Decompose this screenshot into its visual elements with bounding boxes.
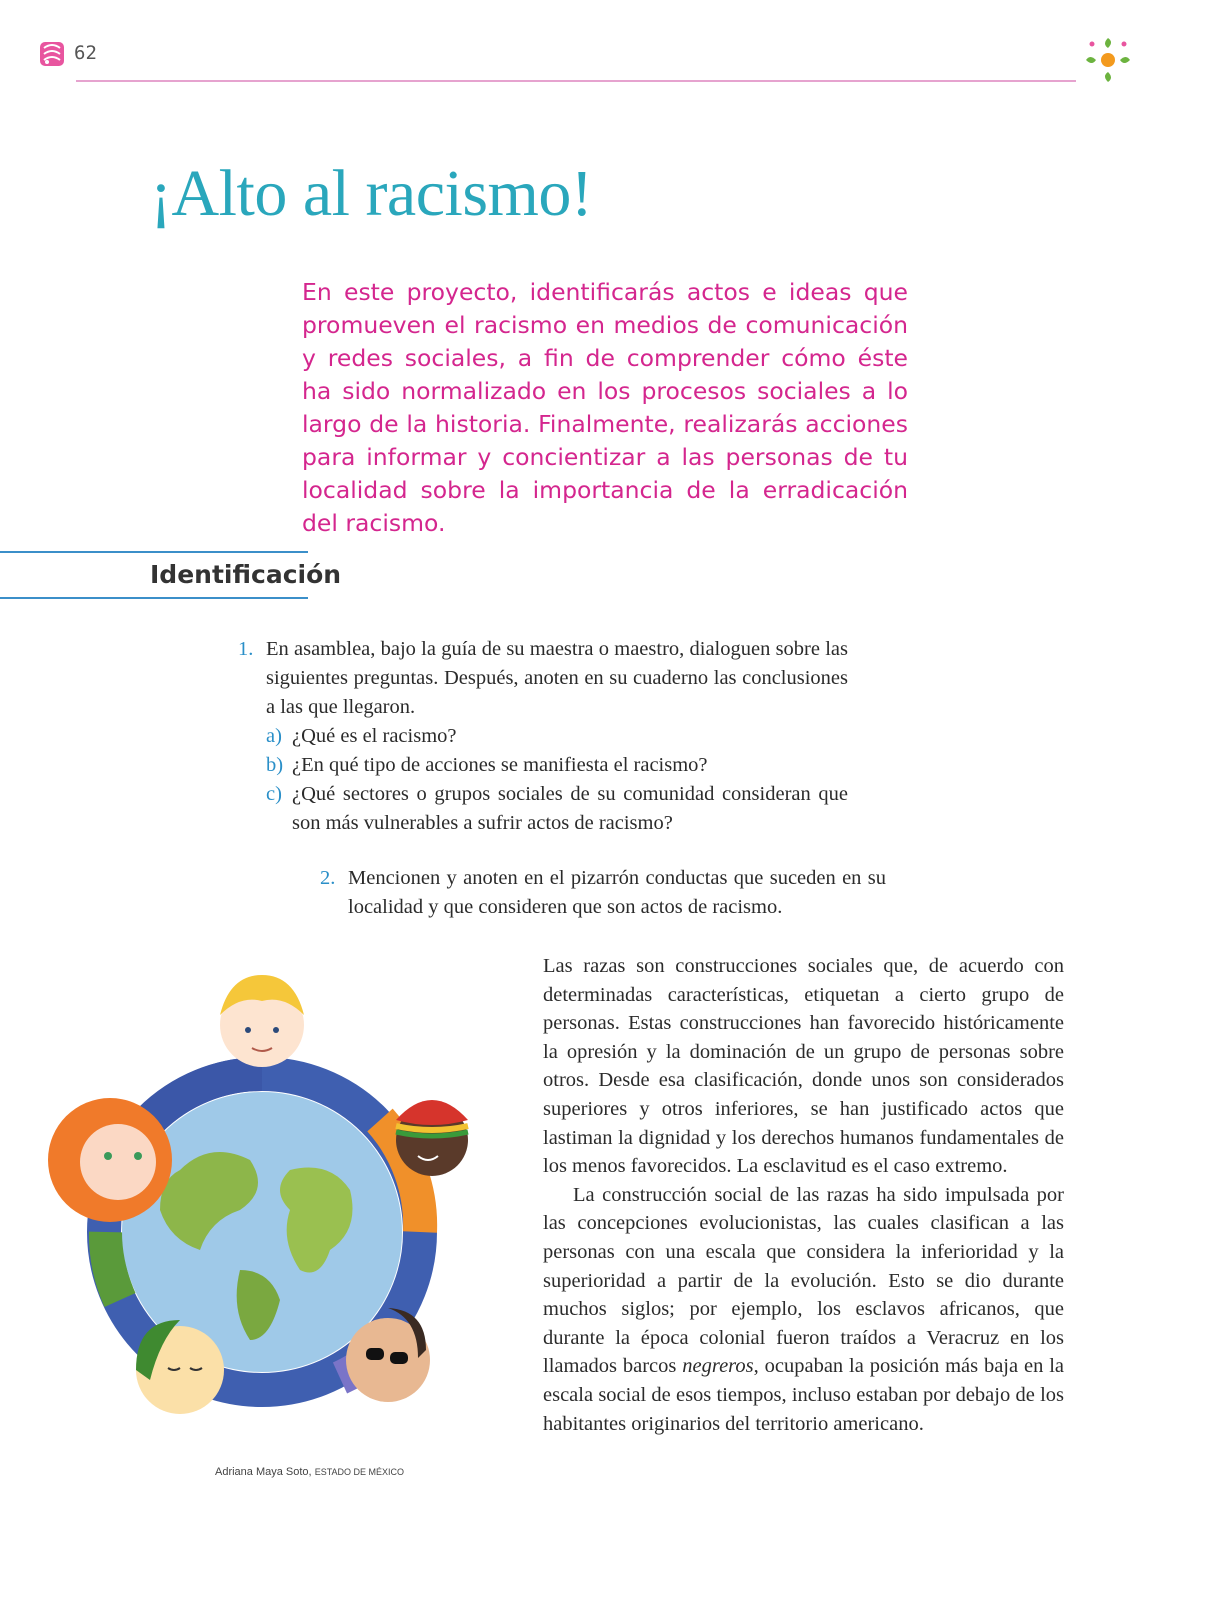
body-paragraph-2 — [543, 1181, 1064, 1438]
item-letter: c) — [266, 783, 282, 805]
item-text: ¿Qué sectores o grupos sociales de su comunidad consideran que son más vulnerables a sufrir actos de racismo? — [292, 783, 848, 834]
item-text: ¿En qué tipo de acciones se manifiesta el racismo? — [292, 754, 708, 776]
activity-2-text: Mencionen y anoten en el pizarrón conductas que suceden en su localidad y que consideren que son actos de racismo. — [348, 867, 886, 918]
children-around-globe-illustration — [40, 970, 480, 1450]
item-letter: a) — [266, 725, 282, 747]
body-paragraph-1: Las razas son construcciones sociales que, de acuerdo con determinadas características, etiquetan a cierto grupo de personas. Estas construcciones han favorecido históricamente la opresión y la dominación de un grupo de personas sobre otros. Desde esa clasificación, donde unos son considerados superiores y otros inferiores, se han justificado actos que lastiman la dignidad y los derechos humanos fundamentales de los menos favorecidos. La esclavitud es el caso extremo. — [543, 955, 1064, 1178]
list-item — [266, 722, 848, 751]
flower-icon — [1080, 32, 1136, 88]
item-text: ¿Qué es el racismo? — [292, 725, 457, 747]
activity-1 — [238, 635, 848, 838]
item-letter: b) — [266, 754, 284, 776]
intro-paragraph: En este proyecto, identificarás actos e ideas que promueven el racismo en medios de comunicación y redes sociales, a fin de comprender cómo éste ha sido normalizado en los procesos sociales a lo largo de la historia. Finalmente, realizarás acciones para informar y concientizar a las personas de tu localidad sobre la importancia de la erradicación del racismo. — [302, 278, 908, 537]
section-rule-bottom — [0, 597, 308, 599]
body-paragraph-2-start: La construcción social de las razas ha sido impulsada por las concepciones evolucionistas, las cuales clasifican a las personas con una escala que considera la inferioridad y la superioridad a partir de la evolución. Esto se dio durante muchos siglos; por ejemplo, los esclavos africanos, que durante la época colonial fueron traídos a Veracruz en los llamados barcos — [543, 1183, 1064, 1378]
pink-glyph-icon — [38, 40, 66, 68]
body-italic-term: negreros — [682, 1355, 754, 1378]
credit-place: ESTADO DE MÉXICO — [314, 1467, 405, 1477]
activity-1-text: En asamblea, bajo la guía de su maestra o maestro, dialoguen sobre las siguientes preguntas. Después, anoten en su cuaderno las conclusiones a las que llegaron. — [266, 638, 848, 718]
activity-1-number: 1. — [238, 638, 254, 660]
list-item — [266, 751, 848, 780]
page-number: 62 — [74, 42, 97, 64]
activity-2 — [320, 864, 886, 922]
section-rule-top — [0, 551, 308, 553]
page-title: ¡Alto al racismo! — [150, 157, 593, 230]
body-paragraph-2-end: , ocupaban la posición más baja en la escala social de esos tiempos, incluso estaban por debajo de los habitantes originarios del territorio americano. — [543, 1355, 1064, 1435]
illustration-credit — [215, 1466, 404, 1478]
section-title: Identificación — [150, 560, 342, 589]
activity-2-number: 2. — [320, 867, 336, 889]
credit-name: Adriana Maya Soto, — [215, 1466, 312, 1478]
body-text — [543, 952, 1064, 1438]
question-list — [238, 722, 848, 838]
header-rule — [76, 80, 1076, 82]
list-item — [266, 780, 848, 838]
